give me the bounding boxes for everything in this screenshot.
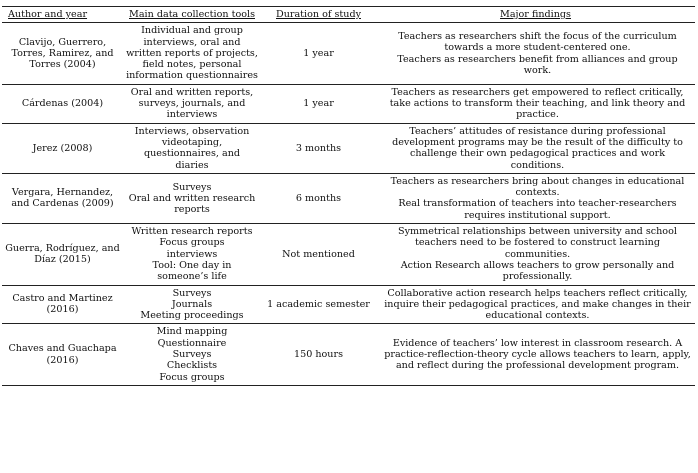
- findings-cell: [376, 84, 695, 123]
- tools-cell: [123, 224, 261, 285]
- tools-cell: [123, 173, 261, 223]
- tool-item: interviews: [166, 248, 218, 260]
- tool-item: Surveys: [172, 287, 212, 299]
- duration-cell: 1 year: [261, 84, 376, 123]
- duration-cell: 6 months: [261, 173, 376, 223]
- findings-cell: [376, 23, 695, 84]
- duration-cell: 1 year: [261, 23, 376, 84]
- header-author: Author and year: [2, 7, 123, 23]
- finding-text: Real transformation of teachers into teacher-researchers requires institutional support.: [398, 198, 677, 221]
- author-cell: Vergara, Hernandez, and Cardenas (2009): [2, 173, 123, 223]
- finding-text: Teachers as researchers shift the focus of the curriculum towards a more student-centered one.: [398, 30, 677, 54]
- tool-item: Tool: One day in someone’s life: [152, 259, 232, 283]
- finding-text: Teachers as researchers get empowered to reflect critically, take actions to transform their teaching, and link theory and practice.: [389, 86, 686, 121]
- findings-cell: [376, 324, 695, 385]
- finding-text: Action Research allows teachers to grow personally and professionally.: [400, 259, 675, 283]
- author-cell: Cárdenas (2004): [2, 84, 123, 123]
- author-cell: Jerez (2008): [2, 123, 123, 173]
- tool-item: Oral and written research reports: [128, 192, 256, 216]
- table-row: [2, 123, 695, 173]
- tools-cell: [123, 285, 261, 324]
- duration-cell: 3 months: [261, 123, 376, 173]
- tool-item: Focus groups: [159, 237, 225, 249]
- tools-cell: Interviews, observation videotaping, questionnaires, and diaries: [123, 123, 261, 173]
- header-tools: Main data collection tools: [123, 7, 261, 23]
- studies-table: [2, 6, 695, 386]
- studies-table-container: [2, 6, 695, 386]
- tool-item: Surveys: [172, 181, 212, 193]
- header-row: [2, 7, 695, 23]
- finding-text: Collaborative action research helps teachers reflect critically, inquire their pedagogical practices, and make changes in their educational contexts.: [384, 287, 691, 322]
- author-cell: Clavijo, Guerrero, Torres, Ramirez, and Torres (2004): [2, 23, 123, 84]
- finding-text: Teachers’ attitudes of resistance during professional development programs may be the result of the difficulty to challenge their own pedagogical practices and work conditions.: [392, 125, 683, 171]
- tool-item: Questionnaire: [157, 337, 227, 349]
- table-row: [2, 224, 695, 285]
- tool-item: Meeting proceedings: [140, 310, 244, 322]
- table-row: [2, 324, 695, 385]
- findings-cell: [376, 285, 695, 324]
- header-duration: Duration of study: [261, 7, 376, 23]
- table-row: [2, 84, 695, 123]
- header-findings: Major findings: [376, 7, 695, 23]
- author-cell: Castro and Martinez (2016): [2, 285, 123, 324]
- finding-text: Teachers as researchers bring about changes in educational contexts.: [390, 175, 685, 199]
- table-row: [2, 285, 695, 324]
- tools-cell: [123, 324, 261, 385]
- author-cell: Guerra, Rodríguez, and Díaz (2015): [2, 224, 123, 285]
- table-row: [2, 23, 695, 84]
- duration-cell: 150 hours: [261, 324, 376, 385]
- finding-text: Teachers as researchers benefit from alliances and group work.: [397, 53, 678, 76]
- findings-cell: [376, 123, 695, 173]
- finding-text: Symmetrical relationships between university and school teachers need to be fostered to construct learning communities.: [398, 226, 677, 260]
- tool-item: Focus groups: [159, 371, 225, 383]
- author-cell: Chaves and Guachapa (2016): [2, 324, 123, 385]
- duration-cell: Not mentioned: [261, 224, 376, 285]
- finding-text: Evidence of teachers’ low interest in classroom research. A practice-reflection-theory cycle allows teachers to learn, apply, and reflect during the professional development program.: [384, 337, 691, 372]
- tool-item: Checklists: [166, 360, 218, 372]
- tools-cell: Individual and group interviews, oral and written reports of projects, field notes, personal information questionnaires: [123, 23, 261, 84]
- table-row: [2, 173, 695, 223]
- tool-item: Journals: [171, 298, 213, 310]
- tool-item: Mind mapping: [156, 326, 228, 338]
- findings-cell: [376, 173, 695, 223]
- tools-cell: Oral and written reports, surveys, journals, and interviews: [123, 84, 261, 123]
- duration-cell: 1 academic semester: [261, 285, 376, 324]
- findings-cell: [376, 224, 695, 285]
- tool-item: Written research reports: [131, 226, 253, 238]
- tool-item: Surveys: [172, 349, 212, 361]
